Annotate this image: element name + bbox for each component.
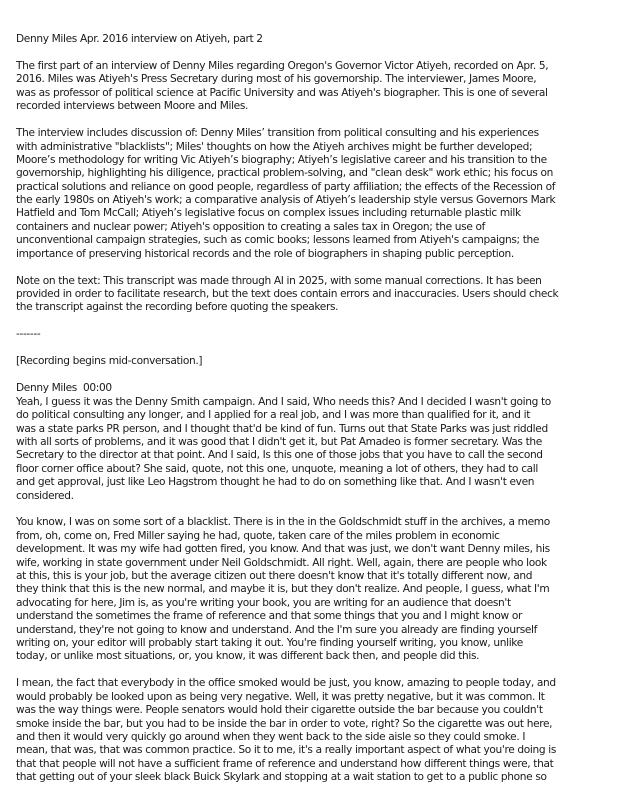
intro-paragraph [16, 60, 612, 114]
text-line: writing on, your editor will probably start taking it out. You're finding yourself writing, you know, unlike [16, 637, 523, 649]
document-page [16, 33, 612, 798]
text-line: recorded interviews between Moore and Miles. [16, 100, 249, 113]
text-line: at this, this is your job, but the average citizen out there doesn't know that it's totally different now, and [16, 570, 533, 583]
text-line: wife, working in state government under Neil Goldschmidt. All right. Well, again, there are people who look [16, 556, 547, 569]
text-line: and then it would very quickly go around when they went back to the side aisle so they could smoke. I [16, 730, 526, 743]
text-line: containers and nuclear power; Atiyeh's opposition to creating a sales tax in Oregon; the use of [16, 220, 486, 233]
transcript-paragraph [16, 677, 612, 784]
topics-paragraph [16, 127, 612, 261]
separator: ------- [16, 328, 41, 341]
text-line: the transcript against the recording before quoting the speakers. [16, 301, 339, 314]
recording-note: [Recording begins mid-conversation.] [16, 355, 203, 368]
text-line: they think that this is the new normal, and maybe it is, but they don't realize. And people, I guess, what I'm [16, 583, 550, 596]
text-line: unconventional campaign strategies, such as comic books; lessons learned from Atiyeh's campaigns; the [16, 234, 540, 247]
transcript-paragraph [16, 516, 612, 663]
transcript-body [16, 396, 612, 785]
speaker-header [16, 382, 612, 395]
text-line: The interview includes discussion of: Denny Miles’ transition from political consulting and his experiences [16, 127, 539, 140]
text-line: that getting out of your sleek black Buick Skylark and stopping at a wait station to get to a public phone so [16, 771, 547, 784]
text-line: was a state parks PR person, and I thought that'd be kind of fun. Turns out that State Parks was just riddled [16, 422, 548, 435]
text-line: considered. [16, 489, 74, 502]
text-line: I mean, the fact that everybody in the office smoked would be just, you know, amazing to people today, and [16, 677, 556, 690]
text-line: and get approval, just like Leo Hagstrom thought he had to do on something like that. And I wasn't even [16, 476, 535, 489]
text-line: was as professor of political science at Pacific University and was Atiyeh's biographer. This is one of several [16, 86, 548, 99]
text-line: The first part of an interview of Denny Miles regarding Oregon's Governor Victor Atiyeh, recorded on Apr. 5, [16, 59, 549, 72]
text-line: advocating for here, Jim is, as you're writing your book, you are writing for an audience that doesn't [16, 596, 511, 609]
text-line: would probably be looked upon as being very negative. Well, it was pretty negative, but it was common. It [16, 690, 545, 703]
transcript-paragraph [16, 396, 612, 503]
text-line: practical solutions and reliance on good people, regardless of party affiliation; the effects of the Recession of [16, 180, 556, 193]
text-line: with administrative "blacklists"; Miles' thoughts on how the Atiyeh archives might be further developed; [16, 140, 533, 153]
speaker-name: Denny Miles [16, 382, 77, 395]
text-line: Moore’s methodology for writing Vic Atiyeh’s biography; Atiyeh’s legislative career and his transition to the [16, 153, 547, 166]
text-line: understand the sometimes the frame of reference and that some things that you and I might know or [16, 610, 522, 623]
text-line: that that people will not have a sufficient frame of reference and understand how different things were, that [16, 757, 554, 770]
text-line: floor corner office about? She said, quote, not this one, unquote, meaning a lot of others, they had to call [16, 462, 538, 475]
text-line: importance of preserving historical records and the role of biographers in shaping public perception. [16, 247, 514, 260]
text-line: mean, that was, that was common practice. So it to me, it's a really important aspect of what you're doing is [16, 744, 557, 757]
text-line: was the way things were. People senators would hold their cigarette outside the bar because you couldn't [16, 704, 543, 717]
text-line: smoke inside the bar, but you had to be inside the bar in order to vote, right? So the cigarette was out here, [16, 717, 553, 730]
text-line: provided in order to facilitate research, but the text does contain errors and inaccuracies. Users should check [16, 288, 559, 301]
note-paragraph [16, 275, 612, 315]
text-line: Secretary to the director at that point. And I said, Is this one of those jobs that you have to call the second [16, 449, 543, 462]
document-title: Denny Miles Apr. 2016 interview on Atiyeh, part 2 [16, 33, 263, 45]
text-line: governorship, highlighting his diligence, practical problem-solving, and "clean desk" work ethic; his focus on [16, 167, 554, 180]
text-line: 2016. Miles was Atiyeh's Press Secretary during most of his governorship. The interviewer, James Moore, [16, 73, 537, 86]
text-line: today, or unlike most situations, or, you know, it was different back then, and people did this. [16, 650, 480, 663]
text-line: do political consulting any longer, and I applied for a real job, and I was more than qualified for it, and it [16, 409, 530, 422]
text-line: Note on the text: This transcript was made through AI in 2025, with some manual corrections. It has been [16, 274, 542, 287]
text-line: the early 1980s on Atiyeh's work; a comparative analysis of Atiyeh’s leadership style versus Governors Mark [16, 194, 556, 207]
speaker-timestamp: 00:00 [83, 382, 112, 395]
text-line: understand, they're not going to know and understand. And the I'm sure you already are finding yourself [16, 623, 538, 636]
text-line: Yeah, I guess it was the Denny Smith campaign. And I said, Who needs this? And I decided I wasn't going to [16, 395, 551, 408]
text-line: from, oh, come on, Fred Miller saying he had, quote, taken care of the miles problem in economic [16, 529, 500, 542]
text-line: You know, I was on some sort of a blacklist. There is in the in the Goldschmidt stuff in the archives, a memo [16, 516, 550, 529]
text-line: Hatfield and Tom McCall; Atiyeh’s legislative focus on complex issues including returnable plastic milk [16, 207, 521, 220]
text-line: development. It was my wife had gotten fired, you know. And that was just, we don't want Denny miles, his [16, 543, 550, 556]
text-line: with all sorts of problems, and it was good that I didn't get it, but Pat Amadeo is former secretary. Was the [16, 435, 542, 448]
